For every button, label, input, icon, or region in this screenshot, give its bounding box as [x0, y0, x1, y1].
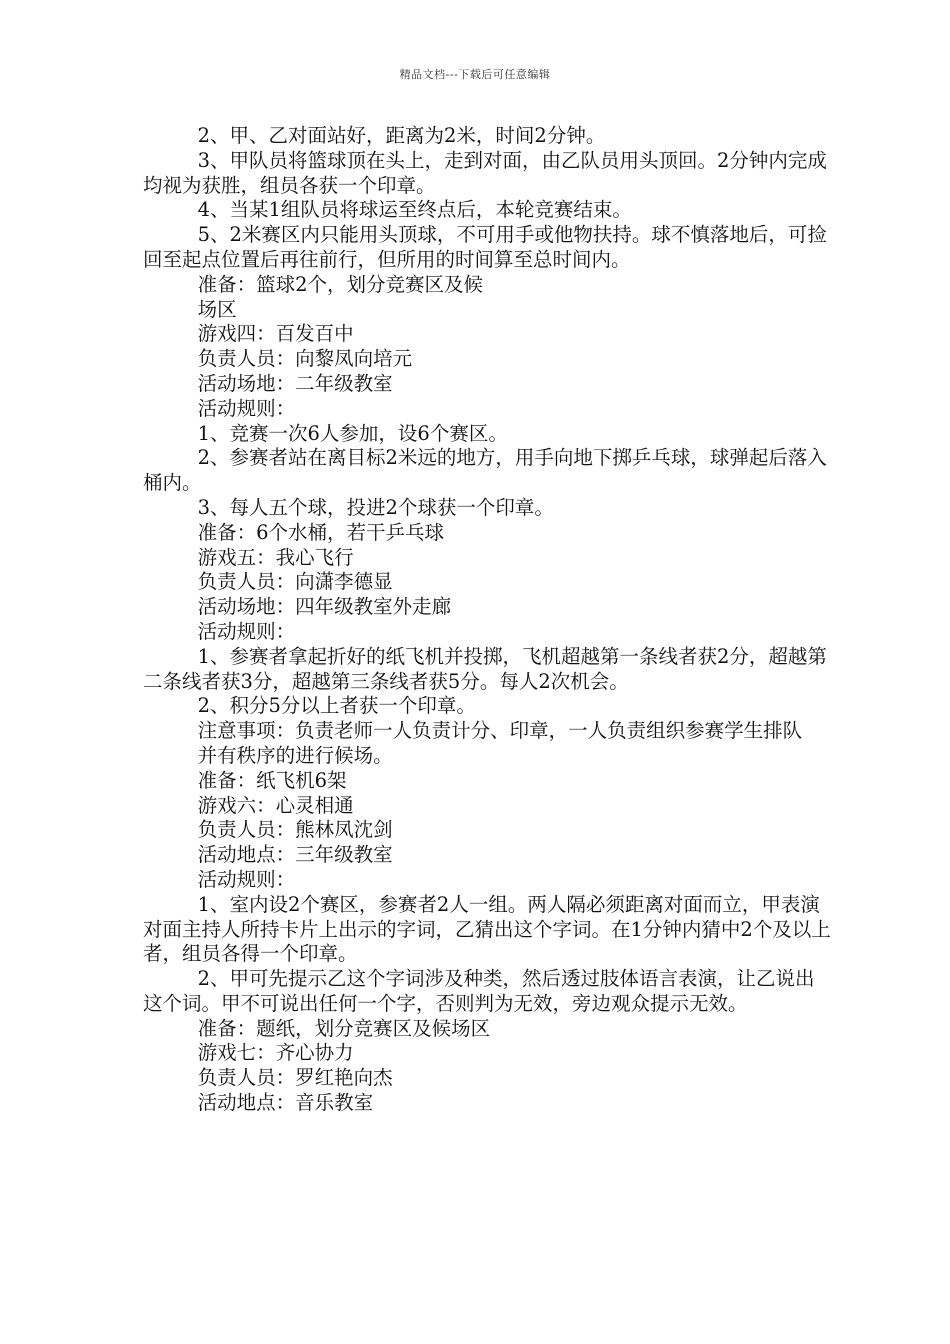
notes-line-continued: 并有秩序的进行候场。	[197, 743, 393, 767]
staff-line: 负责人员：向潇李德显	[197, 570, 393, 594]
rule-paragraph: 2、参赛者站在离目标2米远的地方，用手向地下掷乒乓球，球弹起后落入桶内。	[143, 446, 827, 495]
staff-line: 负责人员：熊林凤沈剑	[197, 818, 393, 842]
venue-line: 活动场地：四年级教室外走廊	[197, 595, 452, 619]
rule-paragraph: 3、每人五个球，投进2个球获一个印章。	[197, 495, 554, 519]
game-title: 游戏六：心灵相通	[197, 793, 354, 817]
page-header: 精品文档---下载后可任意编辑	[399, 68, 551, 81]
rule-paragraph: 2、积分5分以上者获一个印章。	[197, 694, 476, 718]
rule-paragraph: 2、甲可先提示乙这个字词涉及种类，然后透过肢体语言表演，让乙说出这个词。甲不可说出任何一个字，否则判为无效，旁边观众提示无效。	[143, 967, 815, 1015]
rule-paragraph: 3、甲队员将篮球顶在头上，走到对面，由乙队员用头顶回。2分钟内完成均视为获胜，组员各获一个印章。	[143, 148, 827, 197]
rule-paragraph: 1、室内设2个赛区，参赛者2人一组。两人隔必须距离对面而立，甲表演对面主持人所持卡片上出示的字词，乙猜出这个字词。在1分钟内猜中2个及以上者，组员各得一个印章。	[143, 892, 831, 966]
preparation-line: 准备：纸飞机6架	[197, 768, 347, 792]
staff-line: 负责人员：罗红艳向杰	[197, 1066, 393, 1090]
preparation-line-continued: 场区	[197, 297, 237, 321]
venue-line: 活动地点：三年级教室	[197, 843, 393, 867]
rule-paragraph: 5、2米赛区内只能用头顶球，不可用手或他物扶持。球不慎落地后，可捡回至起点位置后再往前行，但所用的时间算至总时间内。	[143, 223, 827, 271]
preparation-line: 准备：6个水桶，若干乒乓球	[197, 520, 445, 544]
venue-line: 活动场地：二年级教室	[197, 371, 393, 395]
game-title: 游戏四：百发百中	[197, 322, 354, 346]
game-title: 游戏五：我心飞行	[197, 545, 354, 569]
game-title: 游戏七：齐心协力	[197, 1041, 354, 1065]
notes-line: 注意事项：负责老师一人负责计分、印章，一人负责组织参赛学生排队	[197, 719, 803, 743]
staff-line: 负责人员：向黎凤向培元	[197, 347, 413, 371]
rule-paragraph: 1、竞赛一次6人参加，设6个赛区。	[197, 421, 508, 445]
rules-heading: 活动规则：	[197, 867, 296, 891]
venue-line: 活动地点：音乐教室	[197, 1091, 374, 1115]
preparation-line: 准备：题纸，划分竞赛区及候场区	[197, 1016, 491, 1040]
rule-paragraph: 4、当某1组队员将球运至终点后，本轮竞赛结束。	[197, 198, 632, 222]
rules-heading: 活动规则：	[197, 396, 296, 420]
rule-paragraph: 1、参赛者拿起折好的纸飞机并投掷，飞机超越第一条线者获2分，超越第二条线者获3分，超越第三条线者获5分。每人2次机会。	[143, 644, 827, 693]
rules-heading: 活动规则：	[197, 619, 296, 643]
rule-paragraph: 2、甲、乙对面站好，距离为2米，时间2分钟。	[197, 124, 606, 147]
preparation-line: 准备：篮球2个，划分竞赛区及候	[197, 272, 484, 296]
document-body	[143, 124, 833, 1116]
